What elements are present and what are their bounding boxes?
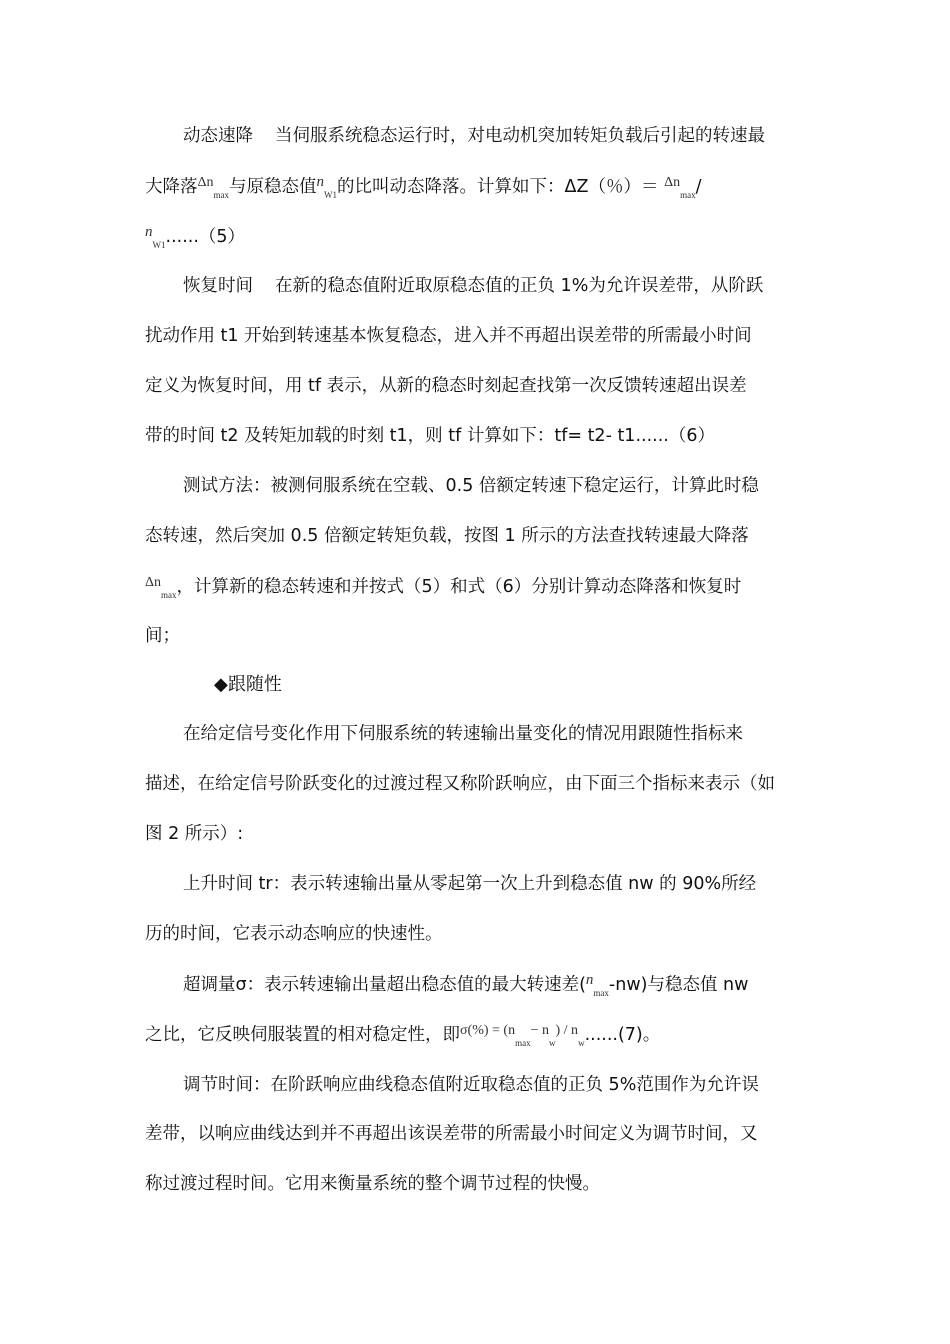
delta-n-symbol: Δn (197, 175, 214, 190)
paragraph-rise-time-line-1: 上升时间 tr：表示转速输出量从零起第一次上升到稳态值 nw 的 90%所经 (183, 874, 757, 894)
paragraph-settling-time-line-3: 称过渡过程时间。它用来衡量系统的整个调节过程的快慢。 (145, 1174, 600, 1194)
paragraph-recovery-time-line-2: 扰动作用 t1 开始到转速基本恢复稳态，进入并不再超出误差带的所需最小时间 (145, 326, 752, 346)
paragraph-dynamic-drop-line-2: 大降落$^{\Delta n}_{max}$与原稳态值$n_{W1}$的比叫动态降落。计算如下：ΔZ（％）＝ $^{\Delta n}_{max}$/ (145, 174, 702, 200)
paragraph-settling-time-line-2: 差带，以响应曲线达到并不再超出该误差带的所需最小时间定义为调节时间，又 (145, 1124, 758, 1144)
paragraph-recovery-time-line-3: 定义为恢复时间，用 tf 表示，从新的稳态时刻起查找第一次反馈转速超出误差 (145, 376, 747, 396)
paragraph-overshoot-line-2: 之比，它反映伺服装置的相对稳定性，即$^{\sigma(\%) = (n}_{max}^{- n}_w^{) / n}_w$......(7)。 (145, 1023, 661, 1048)
paragraph-overshoot-line-1: 超调量σ：表示转速输出量超出稳态值的最大转速差$(n_{max}-nw)$与稳态值 nw (183, 972, 749, 998)
equation-number-5: ......（5） (165, 227, 246, 247)
paragraph-test-method-line-4: 间； (145, 626, 180, 646)
term-recovery-time: 恢复时间 (183, 276, 253, 296)
formula-delta-z: ΔZ（％）＝ (564, 177, 659, 197)
paragraph-recovery-time-line-4: 带的时间 t2 及转矩加载的时刻 t1，则 tf 计算如下：tf= t2- t1......（6） (145, 426, 715, 446)
paragraph-test-method-line-3: $^{\Delta n}_{max}$，计算新的稳态转速和并按式（5）和式（6）分别计算动态降落和恢复时 (145, 575, 742, 600)
paragraph-following-line-3: 图 2 所示）: (145, 824, 244, 844)
paragraph-dynamic-drop-line-3: $n_{W1}......(5)$ (145, 224, 246, 250)
term-dynamic-drop: 动态速降 (183, 126, 253, 146)
paragraph-recovery-time-line-1: 恢复时间 在新的稳态值附近取原稳态值的正负 1%为允许误差带，从阶跃 (183, 276, 764, 296)
equation-number-7: ......(7)。 (584, 1025, 661, 1045)
paragraph-dynamic-drop-line-1: 动态速降 当伺服系统稳态运行时，对电动机突加转矩负载后引起的转速最 (183, 126, 765, 146)
paragraph-rise-time-line-2: 历的时间，它表示动态响应的快速性。 (145, 924, 443, 944)
formula-overshoot: σ(%) = (n (460, 1023, 516, 1038)
paragraph-test-method-line-1: 测试方法：被测伺服系统在空载、0.5 倍额定转速下稳定运行，计算此时稳 (183, 476, 759, 496)
paragraph-settling-time-line-1: 调节时间：在阶跃响应曲线稳态值附近取稳态值的正负 5%范围作为允许误 (183, 1075, 759, 1095)
section-heading-following: ◆跟随性 (214, 674, 282, 695)
paragraph-test-method-line-2: 态转速，然后突加 0.5 倍额定转矩负载，按图 1 所示的方法查找转速最大降落 (145, 526, 749, 546)
paragraph-following-line-2: 描述，在给定信号阶跃变化的过渡过程又称阶跃响应，由下面三个指标来表示（如 (145, 774, 775, 794)
paragraph-following-line-1: 在给定信号变化作用下伺服系统的转速输出量变化的情况用跟随性指标来 (183, 724, 743, 744)
